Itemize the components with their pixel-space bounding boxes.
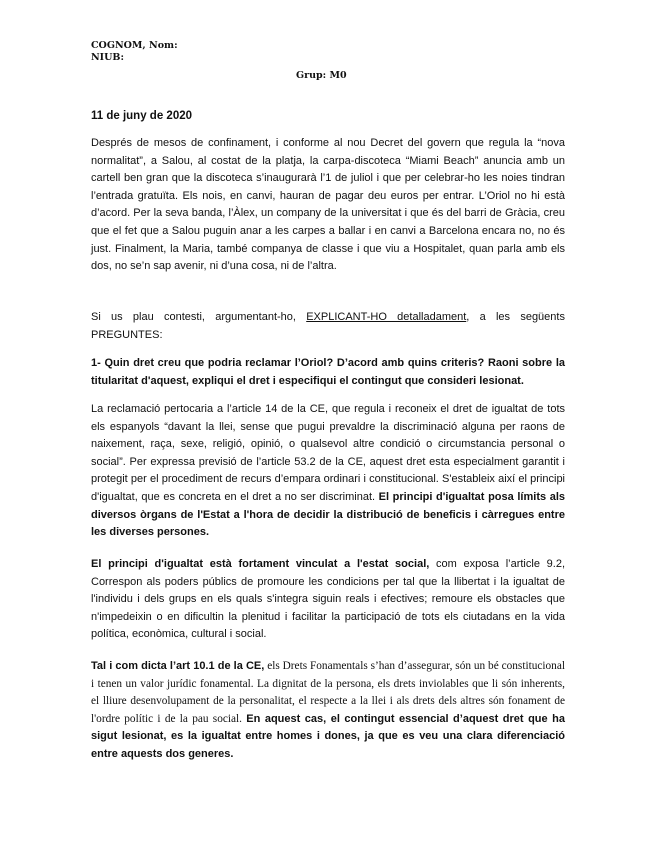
answer-3-bold-end: En aquest cas, el contingut essencial d’aquest dret que ha sigut lesionat, es la igualtat entre homes i dones, ja que es veu una clara diferenciació entre aquests dos generes. (91, 712, 565, 760)
intro-paragraph: Després de mesos de confinament, i conforme al nou Decret del govern que regula la “nova normalitat”, a Salou, al costat de la platja, la carpa-discoteca “Miami Beach” anuncia amb un cartell ben gran que la discoteca s’inaugurarà l’1 de juliol i que per celebrar-ho les noies tindran l’entrada gratuïta. Els nois, en canvi, hauran de pagar deu euros per entrar. L’Oriol no hi està d’acord. Per la seva banda, l’Àlex, un company de la universitat i que és del barri de Gràcia, creu que el fet que a Salou puguin anar a les carpes a ballar i en canvi a Barcelona encara no, no és just. Finalment, la Maria, també companya de classe i que viu a Hospitalet, quan parla amb els dos, no se’n sap avenir, ni d’una cosa, ni de l’altra. (91, 137, 565, 273)
answer-2-paragraph (91, 556, 565, 644)
instructions-before: Si us plau contesti, argumentant-ho, (91, 311, 307, 323)
instructions-underlined: EXPLICANT-HO detalladament (306, 311, 467, 323)
instructions-after: , a les següents PREGUNTES: (91, 311, 565, 341)
answer-2-bold: El principi d'igualtat està fortament vinculat a l'estat social, (91, 558, 430, 570)
group-line: Grup: M0 (296, 70, 347, 81)
answer-3-serif: els Drets Fonamentals s’han d’assegurar, són un bé constitucional i tenen un valor jurídic fonamental. La dignitat de la persona, els drets inviolables que li són inherents, el lliure desenvolupament de la personalitat, el respecte a la llei i als drets dels altres són fonament de l'ordre polític i de la pau social. (91, 660, 565, 725)
answer-1-bold: El principi d'igualtat posa límits als diversos òrgans de l'Estat a l'hora de decidir la distribució de beneficis i càrregues entre les diverses persones. (91, 490, 566, 539)
answer-1-paragraph (91, 401, 565, 542)
answer-3-paragraph (91, 658, 565, 764)
question-1: 1- Quin dret creu que podria reclamar l’Oriol? D’acord amb quins criteris? Raoni sobre la titularitat d'aquest, expliqui el dret i especifiqui el contingut que consideri lesionat. (91, 357, 565, 387)
niub-line: NIUB: (91, 52, 124, 63)
answer-2-text: com exposa l’article 9.2, Correspon als poders públics de promoure les condicions per tal que la llibertat i la igualtat de l'individu i dels grups en els quals s'integra siguin reals i efectives; remoure els obstacles que n'impedeixin o en dificultin la plenitud i facilitar la participació de tots els ciutadans en la vida política, econòmica, cultural i social. (91, 558, 566, 641)
instructions-paragraph (91, 309, 565, 344)
answer-1-text: La reclamació pertocaria a l’article 14 de la CE, que regula i reconeix el dret de igualtat de tots els espanyols “davant la llei, sense que pugui prevaldre la discriminació alguna per raons de naixement, raça, sexe, religió, opinió, o qualsevol altre condició o circumstancia personal o social”. Per expressa previsió de l’article 53.2 de la CE, aquest dret esta especialment garantit i protegit per el procediment de recurs d’empara ordinari i constitucional. S'estableix així el principi d'igualtat, que es concreta en el dret a no ser discriminat. (91, 403, 565, 503)
document-date: 11 de juny de 2020 (91, 110, 193, 122)
answer-3-bold-start: Tal i com dicta l’art 10.1 de la CE, (91, 660, 265, 672)
name-line: COGNOM, Nom: (91, 40, 178, 51)
